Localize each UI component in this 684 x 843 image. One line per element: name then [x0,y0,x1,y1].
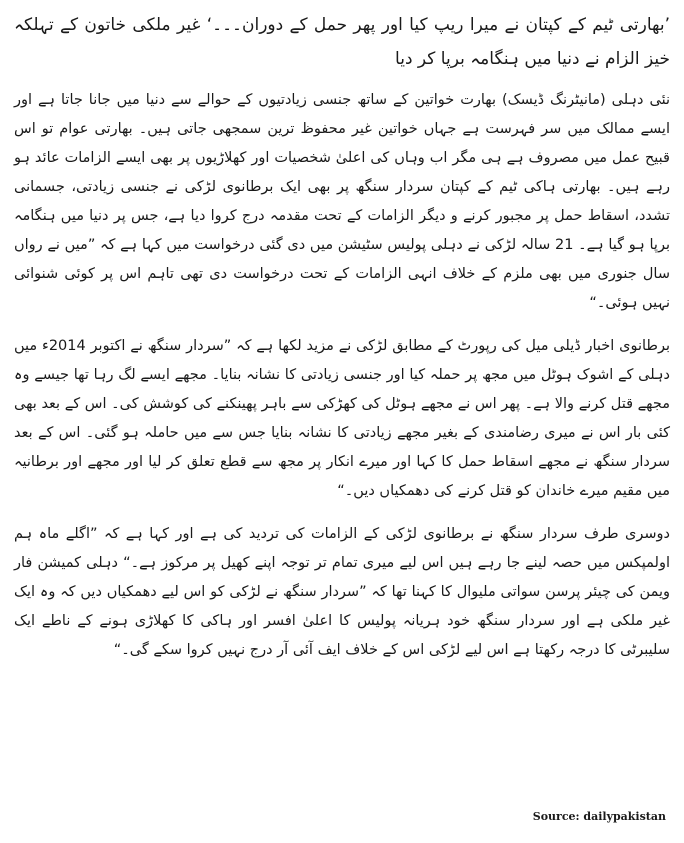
article-paragraph-1: نئی دہلی (مانیٹرنگ ڈیسک) بھارت خواتین کے ساتھ جنسی زیادتیوں کے حوالے سے دنیا میں جانا جاتا ہے اور ایسے ممالک میں سر فہرست ہے جہاں خواتین غیر محفوظ ترین سمجھی جاتی ہیں۔ بھارتی عوام تو اس قبیح عمل میں مصروف ہے ہی مگر اب وہاں کی اعلیٰ شخصیات اور کھلاڑیوں پر بھی ایسے الزامات عائد ہو رہے ہیں۔ بھارتی ہاکی ٹیم کے کپتان سردار سنگھ پر بھی ایک برطانوی لڑکی نے جنسی زیادتی، جسمانی تشدد، اسقاط حمل پر مجبور کرنے و دیگر الزامات کے تحت مقدمہ درج کروا دیا ہے، جس پر دنیا میں ہنگامہ برپا ہو گیا ہے۔ 21 سالہ لڑکی نے دہلی پولیس سٹیشن میں دی گئی درخواست میں کہا ہے کہ ”میں نے رواں سال جنوری میں بھی ملزم کے خلاف انہی الزامات کے تحت درخواست دی تھی تاہم اس پر کوئی شنوائی نہیں ہوئی۔“ [14,92,670,311]
article-paragraph-2: برطانوی اخبار ڈیلی میل کی رپورٹ کے مطابق لڑکی نے مزید لکھا ہے کہ ”سردار سنگھ نے اکتوبر 2014ء میں دہلی کے اشوک ہوٹل میں مجھ پر حملہ کیا اور جنسی زیادتی کا نشانہ بنایا۔ مجھے ایسے لگ رہا تھا جیسے وہ مجھے قتل کرنے والا ہے۔ پھر اس نے مجھے ہوٹل کی کھڑکی سے باہر پھینکنے کی کوشش کی۔ اس کے بعد بھی کئی بار اس نے میری رضامندی کے بغیر مجھے زیادتی کا نشانہ بنایا جس سے میں حاملہ ہو گئی۔ اس کے بعد سردار سنگھ نے مجھے اسقاط حمل کا کہا اور میرے انکار پر مجھ سے قطع تعلق کر لیا اور مجھے اور برطانیہ میں مقیم میرے خاندان کو قتل کرنے کی دھمکیاں دیں۔“ [14,338,670,499]
article-headline: ’بھارتی ٹیم کے کپتان نے میرا ریپ کیا اور پھر حمل کے دوران۔۔۔‘ غیر ملکی خاتون کے تہلکہ خیز الزام نے دنیا میں ہنگامہ برپا کر دیا [14,15,670,69]
article [14,8,670,679]
article-paragraph-3: دوسری طرف سردار سنگھ نے برطانوی لڑکی کے الزامات کی تردید کی ہے اور کہا ہے کہ ”اگلے ماہ ہم اولمپکس میں حصہ لینے جا رہے ہیں اس لیے میری تمام تر توجہ اپنے کھیل پر مرکوز ہے۔“ دہلی کمیشن فار ویمن کی چیئر پرسن سواتی ملیوال کا کہنا تھا کہ ”سردار سنگھ نے لڑکی کو اس لیے دھمکیاں دیں کہ وہ ایک غیر ملکی ہے اور سردار سنگھ خود ہریانہ پولیس کا اعلیٰ افسر اور ہاکی کا کھلاڑی ہونے کے ناطے ایک سلیبرٹی کا درجہ رکھتا ہے اس لیے لڑکی اس کے خلاف ایف آئی آر درج نہیں کروا سکے گی۔“ [14,526,670,658]
source-credit: Source: dailypakistan [532,810,666,823]
